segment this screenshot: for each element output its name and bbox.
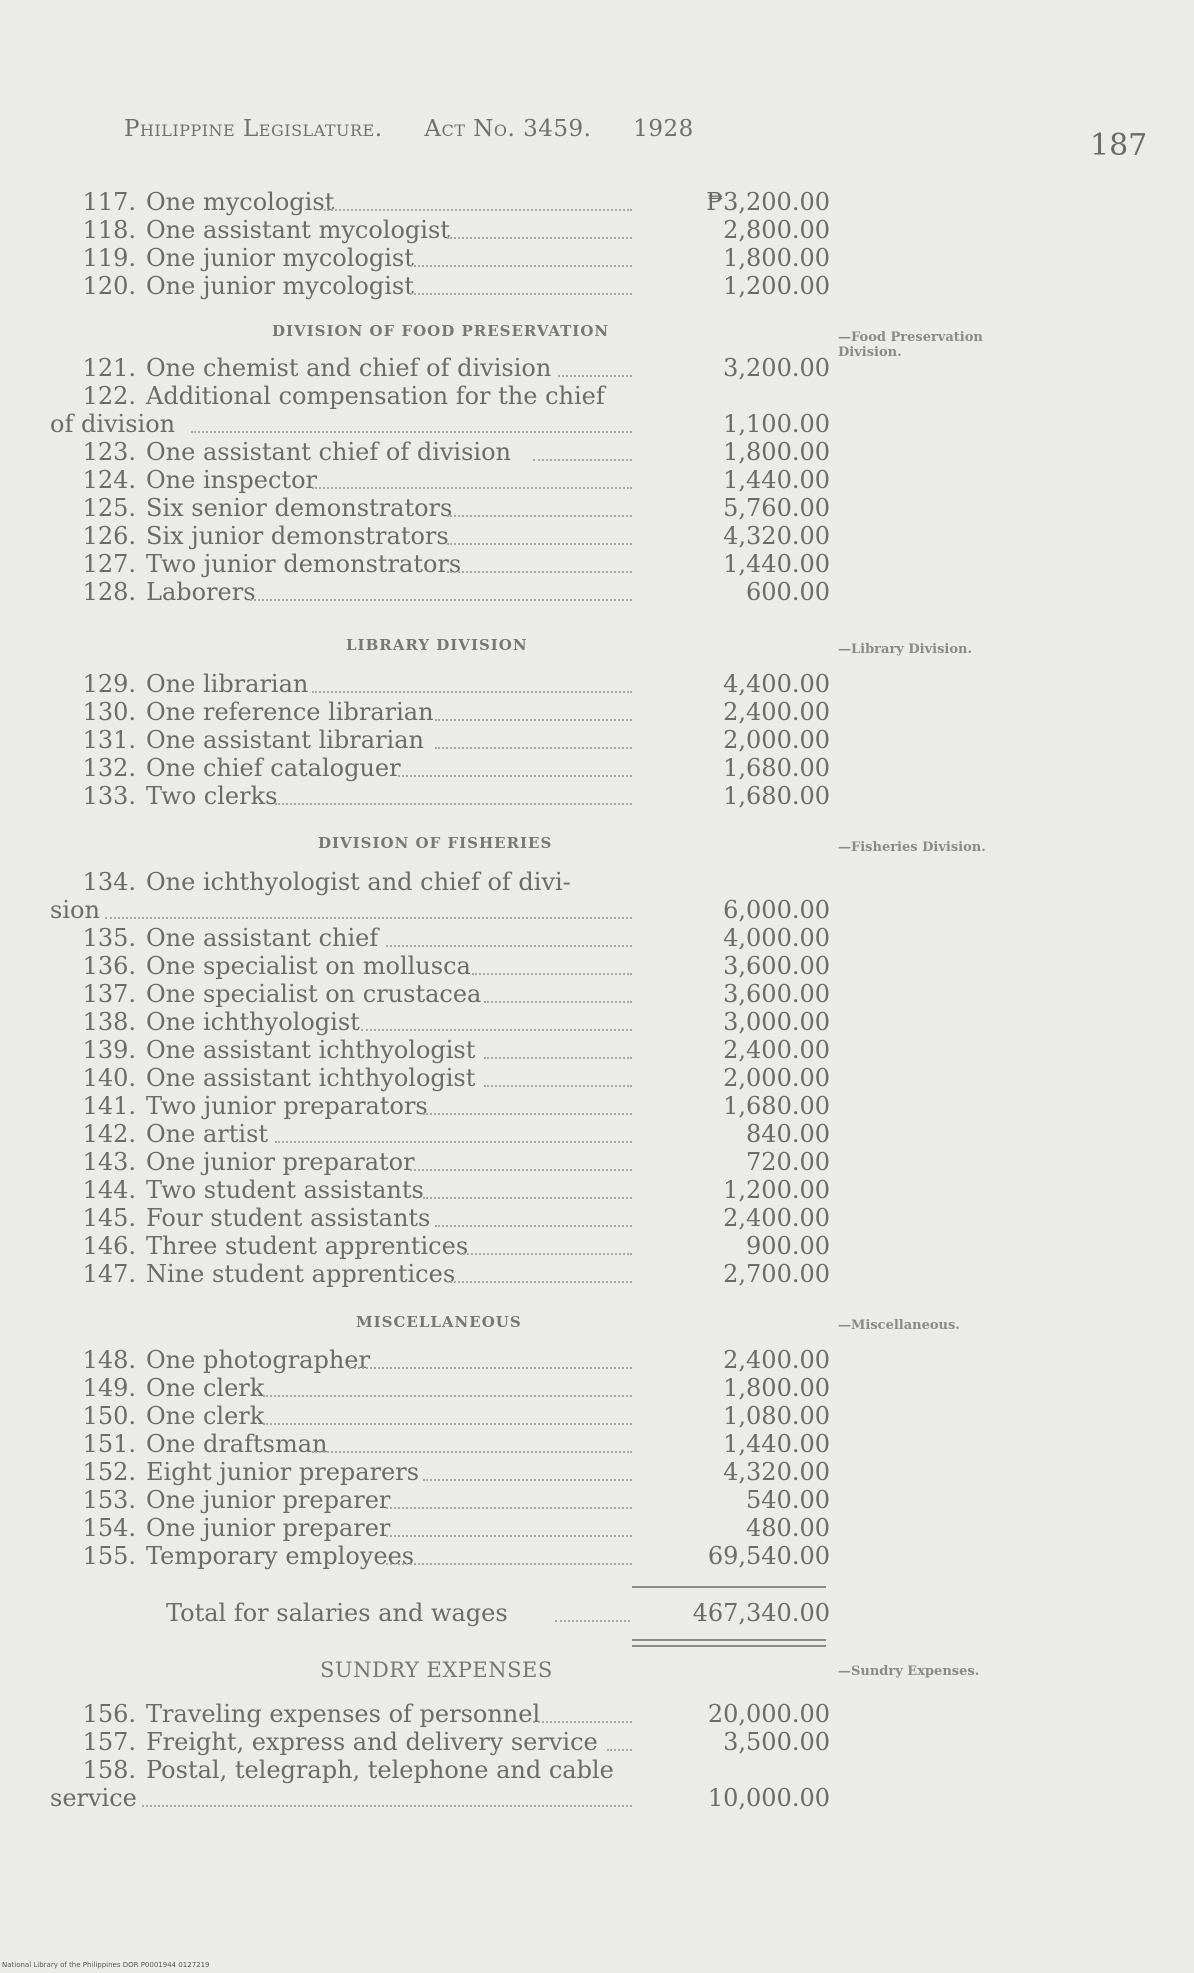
line-item — [0, 1232, 840, 1260]
item-label: service — [50, 1784, 137, 1812]
leader-dots — [484, 1001, 632, 1003]
leader-dots — [435, 747, 632, 749]
item-label: Two clerks — [146, 782, 278, 810]
item-label: One junior preparer — [146, 1486, 391, 1514]
item-number: 124. — [82, 466, 136, 494]
total-rule-double-1 — [632, 1639, 826, 1641]
item-label: One clerk — [146, 1402, 265, 1430]
item-amount: 2,000.00 — [723, 726, 830, 754]
line-item — [0, 782, 840, 810]
line-item — [0, 522, 840, 550]
leader-dots — [386, 1535, 632, 1537]
item-amount: 720.00 — [746, 1148, 830, 1176]
leader-dots — [324, 209, 632, 211]
section-heading: DIVISION OF FISHERIES — [318, 834, 553, 852]
page-number: 187 — [1090, 128, 1148, 163]
margin-note: —Library Division. — [838, 642, 972, 657]
item-label: One draftsman — [146, 1430, 328, 1458]
item-label: One assistant librarian — [146, 726, 424, 754]
item-number: 144. — [82, 1176, 136, 1204]
item-amount: 4,320.00 — [723, 1458, 830, 1486]
item-number: 151. — [82, 1430, 136, 1458]
item-label: Nine student apprentices — [146, 1260, 456, 1288]
item-label: Eight junior preparers — [146, 1458, 420, 1486]
item-number: 141. — [82, 1092, 136, 1120]
line-item — [0, 1120, 840, 1148]
leader-dots — [263, 1395, 632, 1397]
line-item — [0, 1176, 840, 1204]
item-label: Freight, express and delivery service — [146, 1728, 598, 1756]
line-item — [0, 1728, 840, 1756]
item-number: 130. — [82, 698, 136, 726]
leader-dots — [312, 691, 632, 693]
margin-note: —Food Preservation Division. — [838, 330, 983, 360]
item-amount: 10,000.00 — [707, 1784, 830, 1812]
item-number: 120. — [82, 272, 136, 300]
total-rule-top — [632, 1586, 826, 1588]
item-amount: 1,440.00 — [723, 550, 830, 578]
item-number: 147. — [82, 1260, 136, 1288]
item-amount: 3,500.00 — [723, 1728, 830, 1756]
line-item — [0, 354, 840, 382]
item-number: 154. — [82, 1514, 136, 1542]
leader-dots — [555, 1620, 630, 1622]
leader-dots — [312, 487, 632, 489]
leader-dots — [250, 599, 632, 601]
item-label: Six junior demonstrators — [146, 522, 449, 550]
leader-dots — [447, 237, 632, 239]
item-amount: 6,000.00 — [723, 896, 830, 924]
item-amount: 1,440.00 — [723, 466, 830, 494]
item-amount: 840.00 — [746, 1120, 830, 1148]
item-amount: 2,000.00 — [723, 1064, 830, 1092]
item-label: of division — [50, 410, 176, 438]
line-item — [0, 1700, 840, 1728]
leader-dots — [435, 719, 632, 721]
item-label: Three student apprentices — [146, 1232, 469, 1260]
item-amount: 2,700.00 — [723, 1260, 830, 1288]
leader-dots — [275, 1141, 632, 1143]
leader-dots — [275, 803, 632, 805]
item-number: 137. — [82, 980, 136, 1008]
item-label: One junior mycologist — [146, 272, 414, 300]
leader-dots — [447, 571, 632, 573]
item-amount: 1,800.00 — [723, 1374, 830, 1402]
item-amount: 2,400.00 — [723, 1204, 830, 1232]
leader-dots — [607, 1749, 632, 1751]
item-amount: 2,400.00 — [723, 1346, 830, 1374]
line-item — [0, 1148, 840, 1176]
line-item — [0, 1402, 840, 1430]
line-item — [0, 868, 840, 896]
line-item — [0, 1542, 840, 1570]
section-heading: MISCELLANEOUS — [356, 1313, 522, 1331]
leader-dots — [533, 1721, 632, 1723]
item-number: 117. — [82, 188, 136, 216]
item-amount: 3,600.00 — [723, 980, 830, 1008]
line-item — [0, 494, 840, 522]
margin-note: —Miscellaneous. — [838, 1318, 960, 1333]
leader-dots — [105, 917, 632, 919]
item-amount: 1,680.00 — [723, 754, 830, 782]
line-item — [0, 188, 840, 216]
item-number: 123. — [82, 438, 136, 466]
line-item — [0, 410, 840, 438]
item-number: 142. — [82, 1120, 136, 1148]
leader-dots — [142, 1805, 632, 1807]
header-act: Act No. 3459. — [424, 116, 592, 142]
line-item — [0, 924, 840, 952]
item-amount: 1,800.00 — [723, 438, 830, 466]
item-label: Postal, telegraph, telephone and cable — [146, 1756, 614, 1784]
item-amount: 1,680.00 — [723, 1092, 830, 1120]
item-number: 145. — [82, 1204, 136, 1232]
section-heading: SUNDRY EXPENSES — [320, 1658, 553, 1682]
item-number: 127. — [82, 550, 136, 578]
line-item — [0, 1514, 840, 1542]
item-label: One chemist and chief of division — [146, 354, 552, 382]
item-amount: 1,080.00 — [723, 1402, 830, 1430]
line-item — [0, 754, 840, 782]
line-item — [0, 438, 840, 466]
item-number: 134. — [82, 868, 136, 896]
item-label: Additional compensation for the chief — [146, 382, 605, 410]
item-label: One junior preparer — [146, 1514, 391, 1542]
margin-note: —Sundry Expenses. — [838, 1664, 980, 1679]
item-label: One reference librarian — [146, 698, 434, 726]
margin-note: —Fisheries Division. — [838, 840, 986, 855]
line-item — [0, 244, 840, 272]
line-item — [0, 1486, 840, 1514]
item-label: Two junior preparators — [146, 1092, 428, 1120]
item-label: One clerk — [146, 1374, 265, 1402]
item-label: One ichthyologist — [146, 1008, 360, 1036]
item-label: One chief cataloguer — [146, 754, 401, 782]
leader-dots — [410, 1169, 632, 1171]
item-number: 140. — [82, 1064, 136, 1092]
leader-dots — [361, 1029, 632, 1031]
line-item — [0, 896, 840, 924]
leader-dots — [460, 1253, 633, 1255]
leader-dots — [398, 775, 632, 777]
leader-dots — [263, 1423, 632, 1425]
scan-footer: National Library of the Philippines DOR P0001944 0127219 — [2, 1961, 210, 1969]
leader-dots — [472, 973, 632, 975]
item-amount: 1,100.00 — [723, 410, 830, 438]
item-number: 152. — [82, 1458, 136, 1486]
line-item — [0, 1458, 840, 1486]
item-number: 135. — [82, 924, 136, 952]
item-number: 148. — [82, 1346, 136, 1374]
leader-dots — [410, 293, 632, 295]
total-row — [0, 1599, 840, 1627]
item-amount: 480.00 — [746, 1514, 830, 1542]
line-item — [0, 550, 840, 578]
item-label: One junior mycologist — [146, 244, 414, 272]
total-amount: 467,340.00 — [692, 1599, 830, 1627]
item-amount: 540.00 — [746, 1486, 830, 1514]
item-number: 155. — [82, 1542, 136, 1570]
leader-dots — [435, 1225, 632, 1227]
leader-dots — [386, 1507, 632, 1509]
item-number: 119. — [82, 244, 136, 272]
line-item — [0, 1756, 840, 1784]
item-label: Laborers — [146, 578, 256, 606]
line-item — [0, 216, 840, 244]
item-amount: 2,400.00 — [723, 1036, 830, 1064]
item-label: One junior preparator — [146, 1148, 415, 1176]
item-amount: 2,800.00 — [723, 216, 830, 244]
item-label: One ichthyologist and chief of divi- — [146, 868, 571, 896]
item-number: 149. — [82, 1374, 136, 1402]
item-amount: 4,000.00 — [723, 924, 830, 952]
item-number: 158. — [82, 1756, 136, 1784]
line-item — [0, 980, 840, 1008]
item-number: 125. — [82, 494, 136, 522]
leader-dots — [423, 1479, 632, 1481]
leader-dots — [410, 265, 632, 267]
line-item — [0, 1036, 840, 1064]
line-item — [0, 670, 840, 698]
item-amount: 5,760.00 — [723, 494, 830, 522]
item-number: 122. — [82, 382, 136, 410]
line-item — [0, 1204, 840, 1232]
leader-dots — [447, 515, 632, 517]
item-amount: 1,200.00 — [723, 272, 830, 300]
item-amount: 600.00 — [746, 578, 830, 606]
item-amount: 1,680.00 — [723, 782, 830, 810]
line-item — [0, 578, 840, 606]
item-amount: 69,540.00 — [707, 1542, 830, 1570]
item-amount: 3,600.00 — [723, 952, 830, 980]
leader-dots — [349, 1367, 632, 1369]
item-number: 133. — [82, 782, 136, 810]
line-item — [0, 726, 840, 754]
item-label: One photographer — [146, 1346, 370, 1374]
line-item — [0, 382, 840, 410]
leader-dots — [533, 459, 632, 461]
line-item — [0, 272, 840, 300]
item-number: 132. — [82, 754, 136, 782]
section-heading: DIVISION OF FOOD PRESERVATION — [272, 322, 610, 340]
line-item — [0, 1260, 840, 1288]
line-item — [0, 1430, 840, 1458]
line-item — [0, 1092, 840, 1120]
leader-dots — [312, 1451, 632, 1453]
leader-dots — [191, 431, 632, 433]
item-label: Temporary employees — [146, 1542, 415, 1570]
line-item — [0, 1374, 840, 1402]
item-amount: 1,440.00 — [723, 1430, 830, 1458]
leader-dots — [447, 1281, 632, 1283]
item-number: 146. — [82, 1232, 136, 1260]
leader-dots — [386, 945, 632, 947]
item-number: 153. — [82, 1486, 136, 1514]
item-number: 129. — [82, 670, 136, 698]
item-label: One assistant ichthyologist — [146, 1064, 476, 1092]
running-header — [124, 116, 728, 142]
item-amount: 20,000.00 — [707, 1700, 830, 1728]
line-item — [0, 698, 840, 726]
item-number: 156. — [82, 1700, 136, 1728]
total-label: Total for salaries and wages — [166, 1599, 508, 1627]
item-label: One specialist on crustacea — [146, 980, 482, 1008]
item-amount: 1,200.00 — [723, 1176, 830, 1204]
item-label: One inspector — [146, 466, 317, 494]
line-item — [0, 952, 840, 980]
item-label: One assistant ichthyologist — [146, 1036, 476, 1064]
item-amount: 4,400.00 — [723, 670, 830, 698]
item-label: One assistant chief — [146, 924, 379, 952]
item-amount: 4,320.00 — [723, 522, 830, 550]
item-amount: 1,800.00 — [723, 244, 830, 272]
item-number: 131. — [82, 726, 136, 754]
line-item — [0, 1064, 840, 1092]
item-label: Two student assistants — [146, 1176, 424, 1204]
item-label: One artist — [146, 1120, 269, 1148]
header-year: 1928 — [633, 116, 694, 142]
item-number: 157. — [82, 1728, 136, 1756]
leader-dots — [447, 543, 632, 545]
item-label: One specialist on mollusca — [146, 952, 471, 980]
item-label: Traveling expenses of personnel — [146, 1700, 541, 1728]
item-amount: 3,200.00 — [723, 354, 830, 382]
item-label: One mycologist — [146, 188, 335, 216]
item-label: One assistant mycologist — [146, 216, 450, 244]
item-number: 143. — [82, 1148, 136, 1176]
item-number: 150. — [82, 1402, 136, 1430]
item-amount: ₱3,200.00 — [706, 188, 830, 216]
line-item — [0, 466, 840, 494]
item-number: 118. — [82, 216, 136, 244]
item-label: Six senior demonstrators — [146, 494, 453, 522]
leader-dots — [386, 1563, 632, 1565]
item-label: Two junior demonstrators — [146, 550, 462, 578]
line-item — [0, 1784, 840, 1812]
line-item — [0, 1346, 840, 1374]
item-number: 138. — [82, 1008, 136, 1036]
item-number: 136. — [82, 952, 136, 980]
leader-dots — [484, 1085, 632, 1087]
item-number: 126. — [82, 522, 136, 550]
item-amount: 900.00 — [746, 1232, 830, 1260]
leader-dots — [423, 1197, 632, 1199]
item-label: One assistant chief of division — [146, 438, 512, 466]
section-heading: LIBRARY DIVISION — [346, 636, 528, 654]
item-label: Four student assistants — [146, 1204, 431, 1232]
header-legislature: Philippine Legislature. — [124, 116, 383, 142]
total-rule-double-2 — [632, 1645, 826, 1647]
item-amount: 3,000.00 — [723, 1008, 830, 1036]
item-label: One librarian — [146, 670, 309, 698]
item-amount: 2,400.00 — [723, 698, 830, 726]
leader-dots — [558, 375, 632, 377]
leader-dots — [423, 1113, 632, 1115]
item-number: 139. — [82, 1036, 136, 1064]
item-number: 128. — [82, 578, 136, 606]
item-label: sion — [50, 896, 100, 924]
line-item — [0, 1008, 840, 1036]
item-number: 121. — [82, 354, 136, 382]
leader-dots — [484, 1057, 632, 1059]
